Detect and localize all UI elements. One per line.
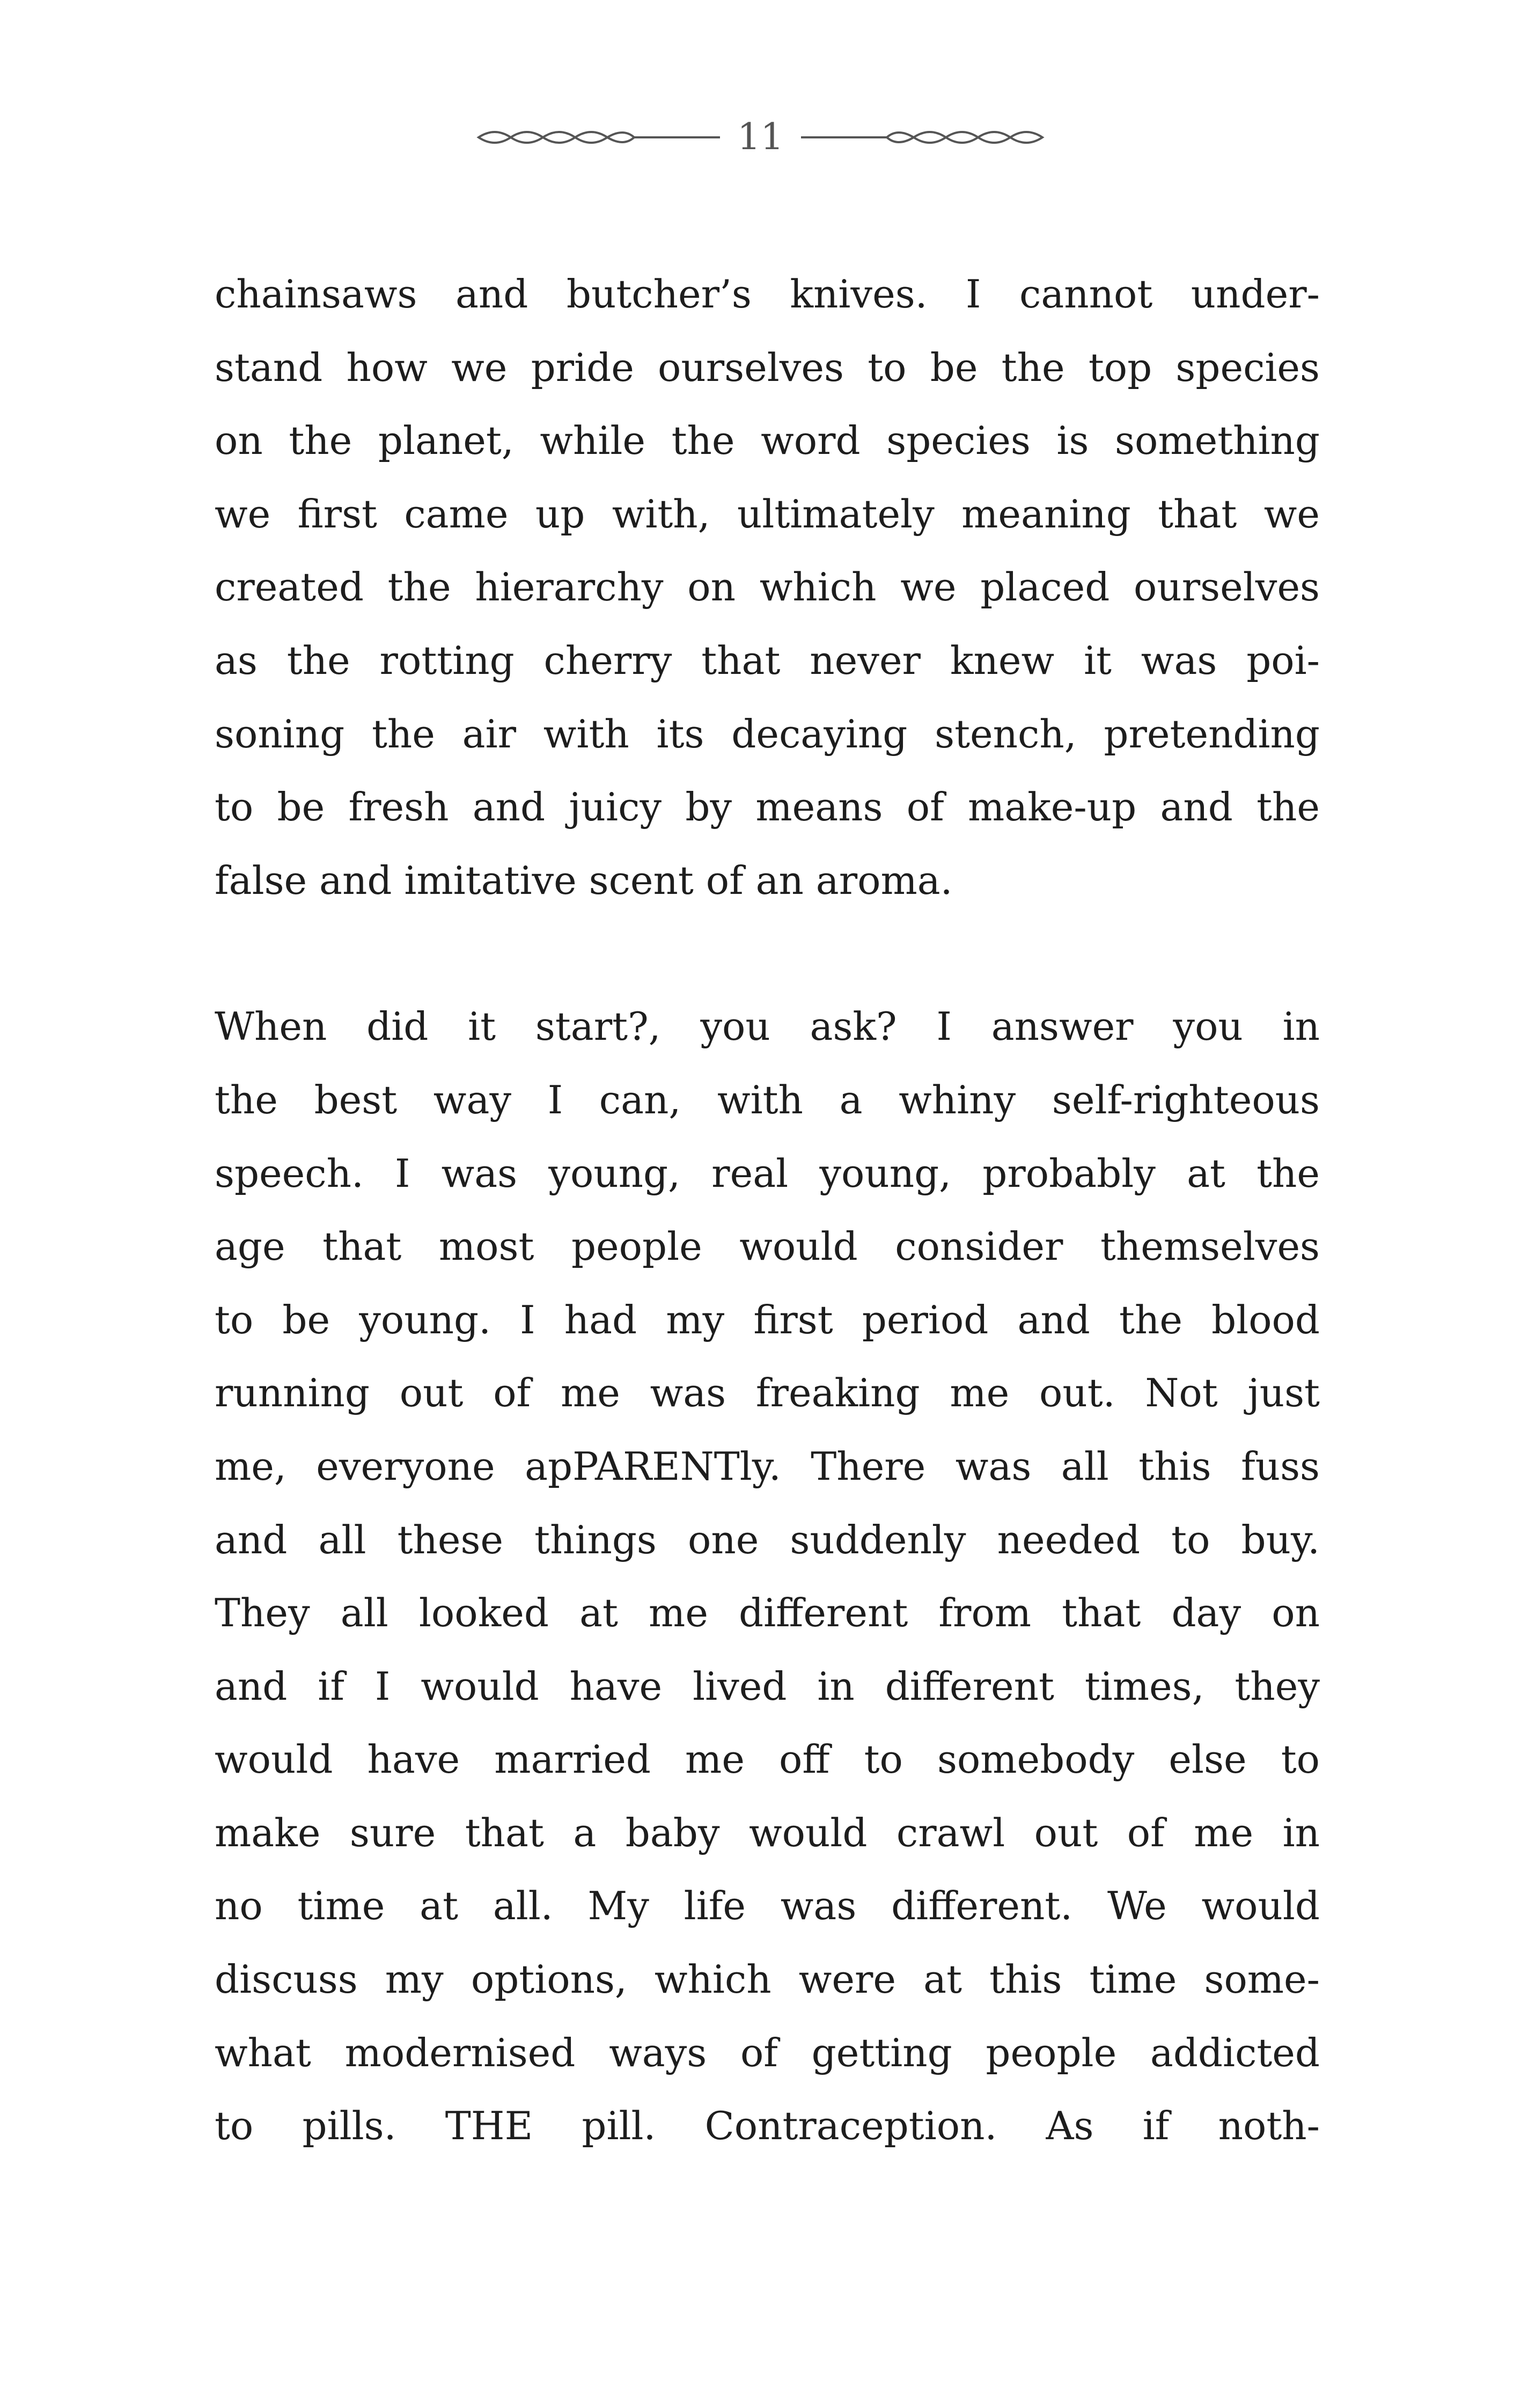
- text-line: to be young. I had my first period and the blood: [215, 1297, 1320, 1342]
- page-number: 11: [737, 116, 784, 158]
- text-line: and if I would have lived in different times, they: [215, 1663, 1320, 1709]
- text-line: soning the air with its decaying stench, pretending: [215, 711, 1320, 757]
- text-line: running out of me was freaking me out. Not just: [215, 1370, 1320, 1416]
- text-line: make sure that a baby would crawl out of me in: [215, 1810, 1320, 1855]
- text-line: would have married me off to somebody else to: [215, 1737, 1320, 1782]
- text-line: age that most people would consider themselves: [215, 1224, 1320, 1269]
- text-line: to pills. THE pill. Contraception. As if noth-: [215, 2103, 1320, 2149]
- text-line: and all these things one suddenly needed to buy.: [215, 1517, 1320, 1562]
- text-line: on the planet, while the word species is something: [215, 418, 1320, 464]
- text-line: false and imitative scent of an aroma.: [215, 857, 953, 903]
- body-text: [215, 258, 1320, 2163]
- text-line: chainsaws and butcher’s knives. I cannot under-: [215, 271, 1320, 317]
- text-line: no time at all. My life was different. We would: [215, 1883, 1320, 1929]
- text-line: created the hierarchy on which we placed ourselves: [215, 564, 1320, 610]
- text-line: They all looked at me different from that day on: [215, 1590, 1320, 1636]
- text-line: we first came up with, ultimately meaning that we: [215, 491, 1320, 537]
- text-line: what modernised ways of getting people addicted: [215, 2030, 1320, 2075]
- text-line: stand how we pride ourselves to be the top species: [215, 344, 1320, 390]
- text-line: When did it start?, you ask? I answer you in: [215, 1004, 1320, 1049]
- page-header: [0, 112, 1521, 163]
- paragraph-2: [215, 990, 1320, 2163]
- text-line: me, everyone apPARENTly. There was all this fuss: [215, 1443, 1320, 1489]
- text-line: discuss my options, which were at this time some-: [215, 1957, 1320, 2002]
- text-line: as the rotting cherry that never knew it was poi-: [215, 637, 1320, 683]
- ornament-left-icon: [473, 120, 725, 155]
- ornament-right-icon: [796, 120, 1048, 155]
- text-line: to be fresh and juicy by means of make-up and the: [215, 784, 1320, 830]
- text-line: speech. I was young, real young, probably at the: [215, 1150, 1320, 1196]
- paragraph-1: [215, 258, 1320, 917]
- text-line: the best way I can, with a whiny self-righteous: [215, 1077, 1320, 1122]
